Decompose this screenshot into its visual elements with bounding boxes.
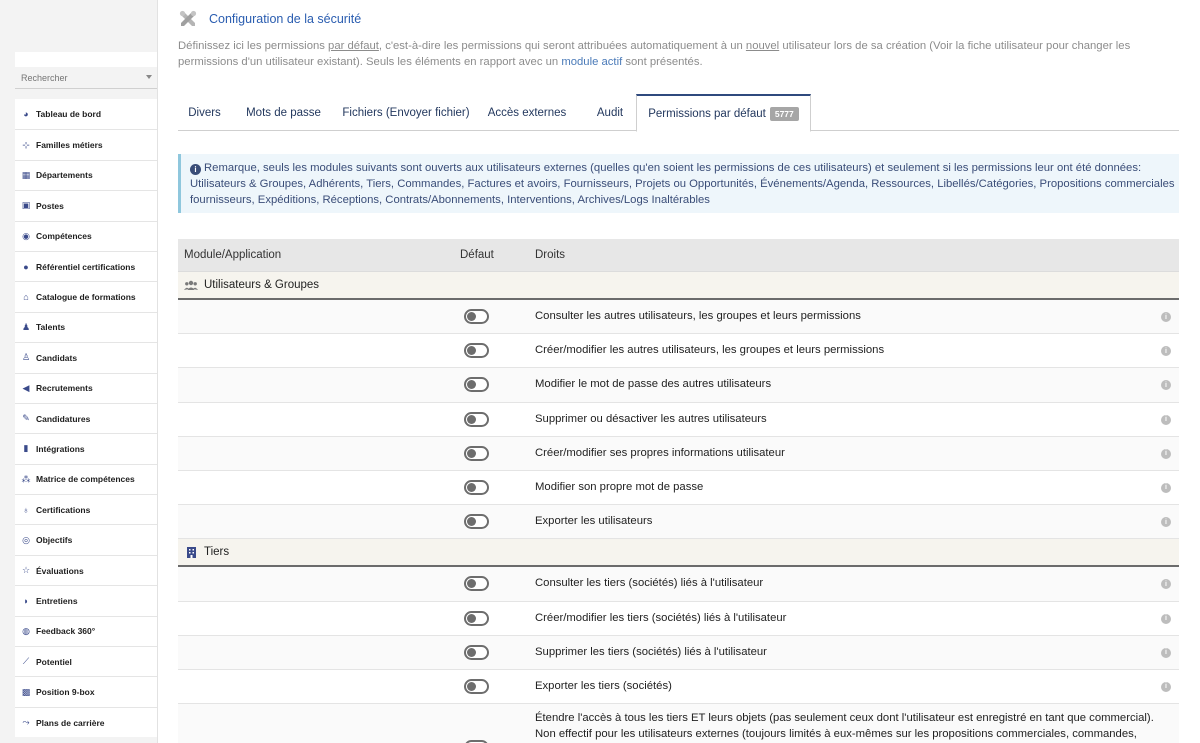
permission-label: Modifier son propre mot de passe	[535, 480, 704, 493]
permission-row	[178, 300, 1179, 334]
sidebar-item-label: Évaluations	[36, 565, 84, 576]
comments-icon: ◗	[23, 595, 29, 606]
default-permission-toggle[interactable]	[464, 645, 489, 660]
bullseye-icon: ◎	[22, 534, 30, 545]
chart-line-icon: ⟋	[22, 656, 30, 667]
info-icon[interactable]: i	[1161, 648, 1171, 658]
info-icon[interactable]: i	[1161, 614, 1171, 624]
sidebar-item-label: Position 9-box	[36, 687, 95, 698]
module-group-row	[178, 272, 1179, 300]
sidebar	[0, 0, 158, 743]
tab-label: Permissions par défaut	[648, 107, 766, 120]
sidebar-item[interactable]	[15, 281, 157, 311]
sidebar-menu	[15, 99, 157, 737]
sidebar-search[interactable]	[15, 67, 157, 89]
sidebar-item-label: Départements	[36, 170, 93, 181]
info-icon[interactable]: i	[1161, 346, 1171, 356]
permission-row	[178, 670, 1179, 704]
sidebar-item[interactable]	[15, 99, 157, 129]
sidebar-item[interactable]	[15, 160, 157, 190]
module-name: Utilisateurs & Groupes	[204, 279, 320, 291]
info-icon: i	[190, 164, 201, 175]
grid-icon: ▩	[21, 686, 31, 697]
tab-label: Accès externes	[487, 106, 567, 119]
sidebar-item[interactable]	[15, 373, 157, 403]
page-header	[178, 8, 361, 30]
permission-label: Exporter les utilisateurs	[535, 515, 653, 528]
sidebar-item-label: Postes	[36, 200, 64, 211]
sidebar-item[interactable]	[15, 464, 157, 494]
external-modules-note	[178, 154, 1179, 213]
building-icon: ▦	[21, 169, 31, 180]
sidebar-item[interactable]	[15, 312, 157, 342]
permission-row	[178, 704, 1179, 743]
sidebar-item[interactable]	[15, 221, 157, 251]
default-permission-toggle[interactable]	[464, 309, 489, 324]
sidebar-item-label: Feedback 360°	[36, 626, 96, 637]
info-icon[interactable]: i	[1161, 579, 1171, 589]
module-name: Tiers	[204, 546, 230, 559]
sitemap-icon: ⊹	[22, 139, 30, 150]
network-icon: ⁂	[21, 473, 31, 484]
default-permission-toggle[interactable]	[464, 679, 489, 694]
permission-row	[178, 471, 1179, 505]
tab-label: Mots de passe	[246, 106, 321, 119]
brain-icon: ◉	[22, 230, 30, 241]
default-permission-toggle[interactable]	[464, 480, 489, 495]
sidebar-item-label: Catalogue de formations	[36, 292, 136, 303]
permission-row	[178, 437, 1179, 471]
info-icon[interactable]: i	[1161, 415, 1171, 425]
dashboard-icon: ◕	[23, 109, 29, 120]
sidebar-item-label: Recrutements	[36, 383, 93, 394]
column-header-module: Module/Application	[184, 249, 282, 261]
permission-row	[178, 636, 1179, 670]
tab-label: Fichiers (Envoyer fichier)	[342, 106, 470, 119]
default-permission-toggle[interactable]	[464, 611, 489, 626]
permissions-table	[178, 239, 1179, 743]
description-default-term: par défaut	[328, 40, 379, 52]
chevron-down-icon[interactable]	[146, 75, 152, 79]
info-icon[interactable]: i	[1161, 682, 1171, 692]
tab-mots-de-passe[interactable]	[237, 94, 330, 131]
building-icon	[184, 546, 198, 558]
sidebar-item[interactable]	[15, 251, 157, 281]
tab-fichiers[interactable]	[336, 94, 476, 131]
permission-row	[178, 567, 1179, 601]
sidebar-item[interactable]	[15, 616, 157, 646]
user-plus-icon: ♙	[21, 352, 31, 363]
sidebar-item[interactable]	[15, 585, 157, 615]
description-text: utilisateur lors de sa création (Voir la fiche utilisateur pour changer les permissions d'un utilisateur existant). Seuls les éléments en rapport avec un	[178, 40, 1131, 68]
tab-permissions-par-defaut[interactable]	[636, 94, 811, 132]
info-icon[interactable]: i	[1161, 517, 1171, 527]
permission-label: Supprimer ou désactiver les autres utilisateurs	[535, 412, 767, 425]
default-permission-toggle[interactable]	[464, 343, 489, 358]
permission-row	[178, 403, 1179, 437]
sidebar-item[interactable]	[15, 676, 157, 706]
sidebar-item[interactable]	[15, 342, 157, 372]
sidebar-item-label: Plans de carrière	[36, 717, 105, 728]
permission-label: Supprimer les tiers (sociétés) liés à l'utilisateur	[535, 645, 767, 658]
default-permission-toggle[interactable]	[464, 514, 489, 529]
sidebar-item-label: Intégrations	[36, 443, 85, 454]
info-icon[interactable]: i	[1161, 380, 1171, 390]
info-icon[interactable]: i	[1161, 449, 1171, 459]
default-permission-toggle[interactable]	[464, 412, 489, 427]
permission-label: Créer/modifier les autres utilisateurs, les groupes et leurs permissions	[535, 344, 885, 357]
permission-label: Modifier le mot de passe des autres utilisateurs	[535, 378, 772, 391]
sidebar-item-label: Référentiel certifications	[36, 261, 136, 272]
comment-dots-icon: ◍	[22, 625, 30, 636]
tab-label: Divers	[188, 106, 221, 119]
description-text: , c'est-à-dire les permissions qui seront attribuées automatiquement à un	[378, 40, 746, 52]
count-badge: 5777	[770, 107, 799, 121]
permission-row	[178, 602, 1179, 636]
permission-label: Exporter les tiers (sociétés)	[535, 679, 672, 692]
sidebar-item[interactable]	[15, 707, 157, 737]
sidebar-item-label: Matrice de compétences	[36, 474, 135, 485]
description-text: sont présentés.	[622, 55, 703, 68]
description-text: Définissez ici les permissions	[178, 40, 329, 52]
permission-label: Créer/modifier les tiers (sociétés) liés à l'utilisateur	[535, 611, 787, 624]
info-icon[interactable]: i	[1161, 312, 1171, 322]
tab-divers[interactable]	[178, 94, 231, 131]
page-description	[178, 39, 1178, 70]
sidebar-item-label: Familles métiers	[36, 140, 103, 151]
permission-row	[178, 505, 1179, 539]
certificate-icon: ●	[23, 261, 29, 272]
route-icon: ⤳	[22, 717, 30, 727]
sidebar-item[interactable]	[15, 524, 157, 554]
user-icon: ♟	[21, 321, 31, 332]
module-group-row	[178, 539, 1179, 567]
table-header	[178, 239, 1179, 272]
sidebar-item[interactable]	[15, 403, 157, 433]
permission-label: Étendre l'accès à tous les tiers ET leurs objets (pas seulement ceux dont l'utilisateur est enregistré en tant que commercial). Non effectif pour les utilisateurs externes (toujours limités à eux-mêmes sur les propositions commerciales, commandes,	[535, 712, 1154, 740]
sidebar-item-label: Potentiel	[36, 656, 72, 667]
sidebar-item-label: Compétences	[36, 231, 92, 242]
page-title: Configuration de la sécurité	[209, 12, 362, 26]
default-permission-toggle[interactable]	[464, 377, 489, 392]
file-signature-icon: ✎	[22, 413, 30, 424]
tab-bar	[178, 94, 1179, 131]
sidebar-item-label: Candidats	[36, 352, 78, 363]
sidebar-item-label: Tableau de bord	[36, 109, 102, 120]
sidebar-item[interactable]	[15, 646, 157, 676]
permission-row	[178, 368, 1179, 402]
bullhorn-icon: ◀	[22, 382, 30, 393]
permission-label: Consulter les autres utilisateurs, les groupes et leurs permissions	[535, 310, 861, 322]
tab-acces-externes[interactable]	[483, 94, 571, 131]
column-header-default: Défaut	[460, 249, 494, 261]
info-icon[interactable]: i	[1161, 483, 1171, 493]
id-badge-icon: ▣	[21, 200, 31, 211]
tab-audit[interactable]	[584, 94, 636, 131]
permission-label: Consulter les tiers (sociétés) liés à l'utilisateur	[535, 577, 764, 590]
note-text: Remarque, seuls les modules suivants sont ouverts aux utilisateurs externes (quelles qu'en soient les permissions de ces utilisateurs) et seulement si les permissions leur ont été données: Utilisateurs & Groupes, Adhérents, Tiers, Commandes, Factures et avoirs, Fournisseurs, Projets ou Opportunités, Événements/Agenda, Ressources, Libellés/Catégories, Propositions commerciales fournisseurs, Expéditions, Réceptions, Contrats/Abonnements, Interventions, Archives/Logs Inaltérables	[190, 162, 1175, 206]
sidebar-item[interactable]	[15, 190, 157, 220]
sidebar-item[interactable]	[15, 555, 157, 585]
sidebar-top-spacer	[15, 52, 157, 67]
search-input[interactable]	[15, 67, 157, 88]
default-permission-toggle[interactable]	[464, 576, 489, 591]
sidebar-item-label: Entretiens	[36, 595, 78, 606]
permission-row	[178, 334, 1179, 368]
sidebar-item[interactable]	[15, 433, 157, 463]
sidebar-item-label: Talents	[36, 322, 66, 333]
users-icon	[184, 279, 198, 291]
graduation-cap-icon: ⌂	[23, 292, 29, 303]
sidebar-item[interactable]	[15, 129, 157, 159]
sidebar-item-label: Candidatures	[36, 413, 91, 424]
tab-label: Audit	[596, 106, 624, 119]
sidebar-item-label: Certifications	[36, 504, 91, 515]
description-new-term: nouvel	[745, 40, 780, 52]
sidebar-item-label: Objectifs	[36, 535, 73, 546]
active-module-link[interactable]: module actif	[561, 55, 623, 68]
tools-icon	[178, 9, 198, 29]
sidebar-item[interactable]	[15, 494, 157, 524]
door-icon: ▮	[23, 443, 29, 454]
award-icon: ♁	[22, 504, 30, 515]
default-permission-toggle[interactable]	[464, 446, 489, 461]
star-icon: ☆	[21, 565, 31, 576]
column-header-rights: Droits	[535, 249, 566, 261]
permission-label: Créer/modifier ses propres informations utilisateur	[535, 446, 785, 459]
